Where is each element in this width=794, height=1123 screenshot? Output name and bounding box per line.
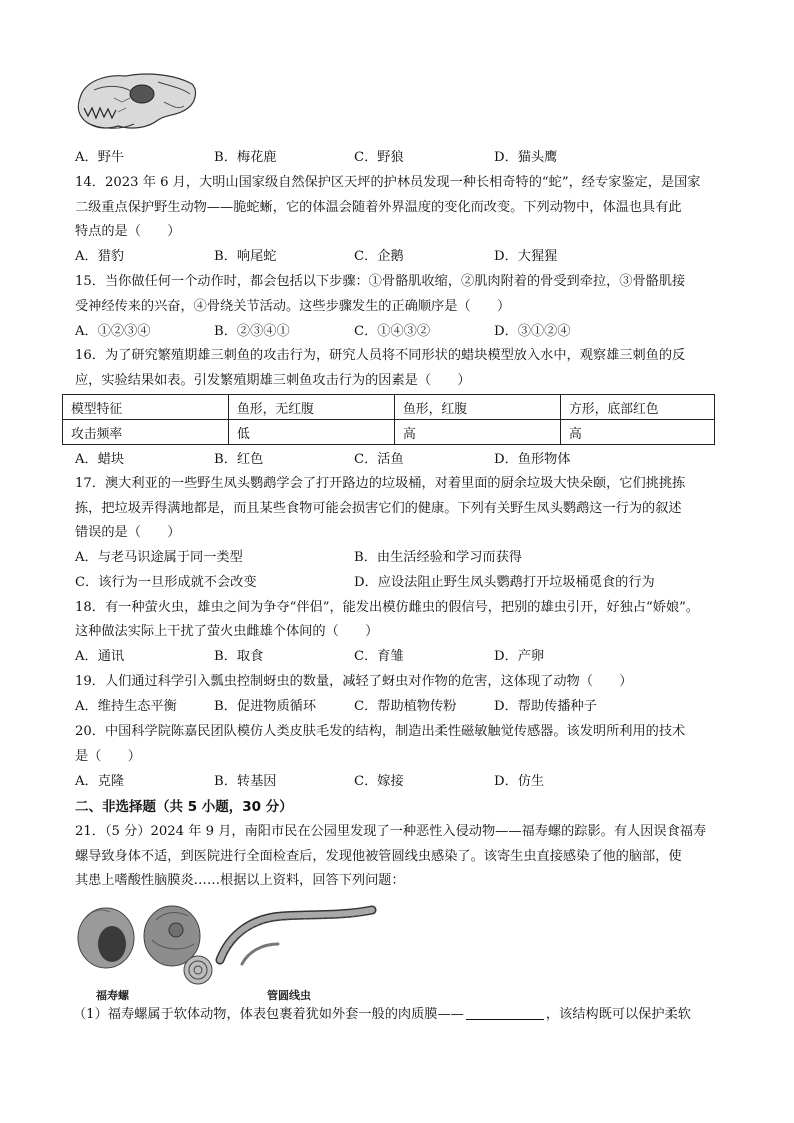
q17-option-d[interactable]: D．应设法阻止野生凤头鹦鹉打开垃圾桶觅食的行为 — [354, 575, 655, 590]
q16-option-c[interactable]: C．活鱼 — [354, 452, 404, 467]
q21-sub1-text: （1）福寿螺属于软体动物，体表包裹着犹如外套一般的肉质膜—— — [73, 1007, 464, 1022]
q13-option-a[interactable]: A．野牛 — [75, 150, 125, 165]
q21-stem-line-2: 螺导致身体不适，到医院进行全面检查后，发现他被管圆线虫感染了。该寄生虫直接感染了他的脑部，使 — [75, 849, 682, 864]
q20-option-b[interactable]: B．转基因 — [214, 774, 277, 789]
q20-option-c[interactable]: C．嫁接 — [354, 774, 404, 789]
q16-option-d[interactable]: D．鱼形物体 — [494, 452, 571, 467]
q18-option-b[interactable]: B．取食 — [214, 649, 264, 664]
q16-results-table — [62, 394, 715, 445]
q17-option-b[interactable]: B．由生活经验和学习而获得 — [354, 550, 522, 565]
q15-stem-line-1: 15．当你做任何一个动作时，都会包括以下步骤：①骨骼肌收缩，②肌肉附着的骨受到牵拉，③骨骼肌接 — [75, 274, 686, 289]
q20-option-d[interactable]: D．仿生 — [494, 774, 545, 789]
q21-sub1 — [73, 1005, 691, 1025]
q16-option-b[interactable]: B．红色 — [214, 452, 264, 467]
q19-option-d[interactable]: D．帮助传播种子 — [494, 699, 597, 714]
q15-option-a[interactable]: A．①②③④ — [75, 324, 151, 339]
table-cell: 鱼形，无红腹 — [229, 395, 395, 420]
section-title: 二、非选择题（共 5 小题，30 分） — [75, 799, 293, 815]
q20-stem-line-1: 20．中国科学院陈嘉民团队模仿人类皮肤毛发的结构，制造出柔性磁敏触觉传感器。该发明所利用的技术 — [75, 724, 686, 739]
q15-stem-line-2: 受神经传来的兴奋，④骨绕关节活动。这些步骤发生的正确顺序是（ ） — [75, 299, 511, 314]
q15-option-d[interactable]: D．③①②④ — [494, 324, 571, 339]
q19-option-a[interactable]: A．维持生态平衡 — [75, 699, 177, 714]
q13-option-c[interactable]: C．野狼 — [354, 150, 404, 165]
snail-caption: 福寿螺 — [96, 989, 129, 1002]
q16-stem-line-1: 16．为了研究繁殖期雄三刺鱼的攻击行为，研究人员将不同形状的蜡块模型放入水中，观察雄三刺鱼的反 — [75, 348, 686, 363]
q18-stem-line-1: 18．有一种萤火虫，雄虫之间为争夺“伴侣”，能发出模仿雌虫的假信号，把别的雄虫引开，好独占“娇娘”。 — [75, 600, 699, 615]
q15-option-b[interactable]: B．②③④① — [214, 324, 290, 339]
table-cell: 高 — [395, 420, 561, 445]
q20-option-a[interactable]: A．克隆 — [75, 774, 125, 789]
q17-option-c[interactable]: C．该行为一旦形成就不会改变 — [75, 575, 257, 590]
skull-illustration — [74, 68, 200, 136]
q19-stem-line-1: 19．人们通过科学引入瓢虫控制蚜虫的数量，减轻了蚜虫对作物的危害，这体现了动物（ ） — [75, 674, 633, 689]
answer-blank[interactable] — [466, 1005, 544, 1020]
q21-stem-line-1: 21．（5 分）2024 年 9 月，南阳市民在公园里发现了一种恶性入侵动物——福寿螺的踪影。有人因误食福寿 — [75, 824, 707, 839]
table-row — [63, 395, 715, 420]
q14-option-d[interactable]: D．大猩猩 — [494, 249, 558, 264]
q14-option-c[interactable]: C．企鹅 — [354, 249, 404, 264]
table-cell: 攻击频率 — [63, 420, 229, 445]
q17-option-a[interactable]: A．与老马识途属于同一类型 — [75, 550, 243, 565]
q18-option-c[interactable]: C．育雏 — [354, 649, 404, 664]
q18-stem-line-2: 这种做法实际上干扰了萤火虫雌雄个体间的（ ） — [75, 624, 379, 639]
table-cell: 鱼形，红腹 — [395, 395, 561, 420]
table-cell: 方形，底部红色 — [561, 395, 715, 420]
snail-shell-illustration — [72, 900, 220, 988]
q18-option-d[interactable]: D．产卵 — [494, 649, 545, 664]
nematode-caption: 管圆线虫 — [267, 989, 311, 1002]
q21-stem-line-3: 其患上嗜酸性脑膜炎……根据以上资料，回答下列问题： — [75, 873, 405, 888]
q14-stem-line-2: 二级重点保护野生动物——脆蛇蜥，它的体温会随着外界温度的变化而改变。下列动物中，体温也具有此 — [75, 200, 682, 215]
q14-option-a[interactable]: A．猎豹 — [75, 249, 125, 264]
q14-stem-line-1: 14．2023 年 6 月，大明山国家级自然保护区天坪的护林员发现一种长相奇特的“蛇”，经专家鉴定，是国家 — [75, 175, 701, 190]
q18-option-a[interactable]: A．通讯 — [75, 649, 125, 664]
q17-stem-line-1: 17．澳大利亚的一些野生凤头鹦鹉学会了打开路边的垃圾桶，对着里面的厨余垃圾大快朵颐，它们挑挑拣 — [75, 476, 686, 491]
q13-option-b[interactable]: B．梅花鹿 — [214, 150, 277, 165]
q17-stem-line-2: 拣，把垃圾弄得满地都是，而且某些食物可能会损害它们的健康。下列有关野生凤头鹦鹉这一行为的叙述 — [75, 501, 682, 516]
table-row — [63, 420, 715, 445]
q19-option-c[interactable]: C．帮助植物传粉 — [354, 699, 457, 714]
q14-stem-line-3: 特点的是（ ） — [75, 224, 181, 239]
table-cell: 高 — [561, 420, 715, 445]
q21-sub1-text-after: ，该结构既可以保护柔软 — [545, 1007, 691, 1022]
q17-stem-line-3: 错误的是（ ） — [75, 525, 181, 540]
table-cell: 低 — [229, 420, 395, 445]
q20-stem-line-2: 是（ ） — [75, 749, 141, 764]
q14-option-b[interactable]: B．响尾蛇 — [214, 249, 277, 264]
q16-option-a[interactable]: A．蜡块 — [75, 452, 125, 467]
nematode-illustration — [212, 904, 380, 970]
q13-option-d[interactable]: D．猫头鹰 — [494, 150, 558, 165]
q15-option-c[interactable]: C．①④③② — [354, 324, 431, 339]
q16-stem-line-2: 应，实验结果如表。引发繁殖期雄三刺鱼攻击行为的因素是（ ） — [75, 373, 471, 388]
table-cell: 模型特征 — [63, 395, 229, 420]
q19-option-b[interactable]: B．促进物质循环 — [214, 699, 317, 714]
